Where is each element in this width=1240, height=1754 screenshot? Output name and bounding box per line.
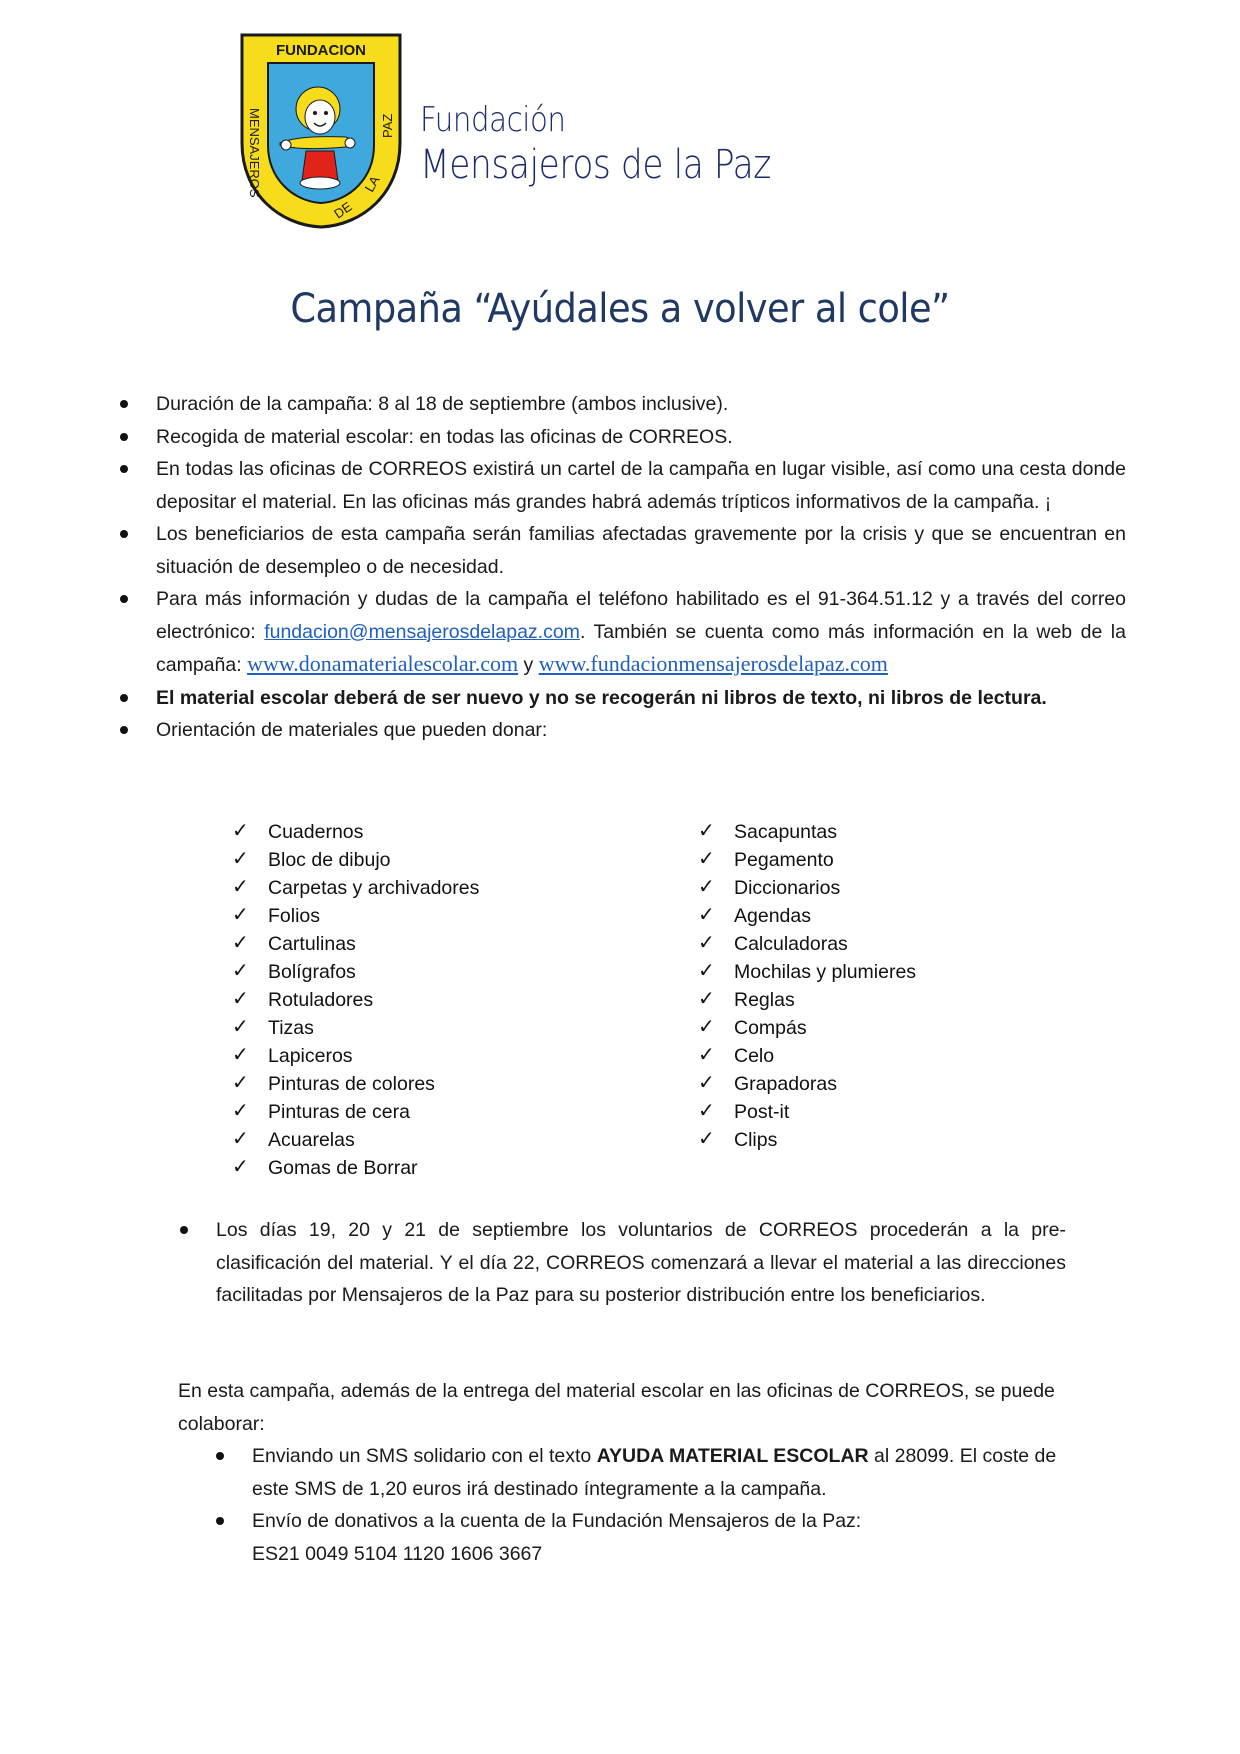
list-item: Los beneficiarios de esta campaña serán familias afectadas gravemente por la crisis y que se encuentran en situación de desempleo o de necesidad.: [120, 518, 1126, 583]
material-item: [698, 1042, 916, 1070]
bullet-icon: [180, 1226, 188, 1234]
checkmark-icon: ✓: [698, 1042, 715, 1066]
material-label: Lapiceros: [268, 1045, 353, 1067]
materials-list-left: [232, 818, 479, 1182]
list-item-donation: Envío de donativos a la cuenta de la Fundación Mensajeros de la Paz: ES21 0049 5104 1120 1606 3667: [216, 1505, 1066, 1570]
list-item: Recogida de material escolar: en todas las oficinas de CORREOS.: [120, 421, 1126, 454]
material-label: Rotuladores: [268, 989, 374, 1011]
material-item: [698, 930, 916, 958]
material-item: [232, 930, 479, 958]
bank-account-number: ES21 0049 5104 1120 1606 3667: [252, 1542, 543, 1565]
material-item: [698, 902, 916, 930]
sms-keyword: AYUDA MATERIAL ESCOLAR: [596, 1445, 869, 1467]
material-label: Compás: [734, 1017, 807, 1039]
material-item: [232, 958, 479, 986]
material-label: Carpetas y archivadores: [268, 877, 480, 899]
checkmark-icon: ✓: [698, 1070, 715, 1094]
checkmark-icon: ✓: [232, 818, 249, 842]
bullet-icon: [120, 726, 128, 734]
material-label: Grapadoras: [734, 1073, 837, 1095]
checkmark-icon: ✓: [232, 1126, 249, 1150]
checkmark-icon: ✓: [232, 1014, 249, 1038]
bullet-icon: [120, 595, 128, 603]
bullet-icon: [120, 694, 128, 702]
checkmark-icon: ✓: [232, 1154, 249, 1178]
list-item: Duración de la campaña: 8 al 18 de septiembre (ambos inclusive).: [120, 388, 1126, 421]
checkmark-icon: ✓: [232, 986, 249, 1010]
list-item-sms: Enviando un SMS solidario con el texto AYUDA MATERIAL ESCOLAR al 28099. El coste de este SMS de 1,20 euros irá destinado íntegramente a la campaña.: [216, 1440, 1066, 1505]
material-label: Agendas: [734, 905, 811, 927]
material-item: [232, 1154, 479, 1182]
bullet-icon: [120, 465, 128, 473]
material-item: [698, 1126, 916, 1154]
bullet-icon: [120, 433, 128, 441]
bullet-icon: [216, 1452, 224, 1460]
checkmark-icon: ✓: [232, 874, 249, 898]
checkmark-icon: ✓: [232, 930, 249, 954]
svg-text:LA: LA: [361, 173, 383, 195]
collaborate-intro: En esta campaña, además de la entrega del material escolar en las oficinas de CORREOS, se puede colaborar:: [178, 1380, 1055, 1435]
checkmark-icon: ✓: [232, 902, 249, 926]
schedule-list: [180, 1214, 1066, 1312]
seal-side-text-left: MENSAJEROS: [247, 108, 262, 198]
checkmark-icon: ✓: [698, 902, 715, 926]
material-item: [232, 986, 479, 1014]
campaign-info-list: [120, 388, 1126, 747]
material-label: Calculadoras: [734, 933, 848, 955]
checkmark-icon: ✓: [232, 958, 249, 982]
bullet-icon: [120, 400, 128, 408]
material-item: [232, 1098, 479, 1126]
checkmark-icon: ✓: [698, 818, 715, 842]
web-link-donamaterialescolar[interactable]: www.donamaterialescolar.com: [247, 651, 519, 676]
material-label: Diccionarios: [734, 877, 841, 899]
material-label: Gomas de Borrar: [268, 1157, 418, 1179]
material-label: Pinturas de cera: [268, 1101, 410, 1123]
material-label: Celo: [734, 1045, 775, 1067]
material-item: [698, 958, 916, 986]
checkmark-icon: ✓: [698, 986, 715, 1010]
material-label: Acuarelas: [268, 1129, 355, 1151]
material-item: [232, 874, 479, 902]
material-item: [698, 818, 916, 846]
material-label: Clips: [734, 1129, 778, 1151]
svg-text:PAZ: PAZ: [380, 113, 395, 138]
material-label: Sacapuntas: [734, 821, 837, 843]
material-item: [232, 818, 479, 846]
material-label: Cartulinas: [268, 933, 356, 955]
checkmark-icon: ✓: [232, 846, 249, 870]
material-item: [698, 1098, 916, 1126]
checkmark-icon: ✓: [698, 958, 715, 982]
checkmark-icon: ✓: [698, 1014, 715, 1038]
list-item-contact: Para más información y dudas de la campaña el teléfono habilitado es el 91-364.51.12 y a través del correo electrónico: fundacion@mensajerosdelapaz.com. También se cuenta como más información en la web de la campaña: www.donamaterialescolar.com y www.fundacionmensajerosdelapaz.com: [120, 583, 1126, 682]
material-item: [698, 1014, 916, 1042]
material-item: [698, 846, 916, 874]
list-item: En todas las oficinas de CORREOS existirá un cartel de la campaña en lugar visible, así como una cesta donde depositar el material. En las oficinas más grandes habrá además trípticos informativos de la campaña. ¡: [120, 453, 1126, 518]
material-label: Tizas: [268, 1017, 314, 1039]
material-label: Pinturas de colores: [268, 1073, 435, 1095]
web-link-fundacion[interactable]: www.fundacionmensajerosdelapaz.com: [538, 651, 888, 676]
checkmark-icon: ✓: [698, 846, 715, 870]
checkmark-icon: ✓: [698, 930, 715, 954]
material-item: [698, 1070, 916, 1098]
material-label: Post-it: [734, 1101, 790, 1123]
checkmark-icon: ✓: [698, 874, 715, 898]
checkmark-icon: ✓: [698, 1126, 715, 1150]
wordmark-line-2: Mensajeros de la Paz: [420, 142, 771, 188]
material-item: [232, 1126, 479, 1154]
material-label: Cuadernos: [268, 821, 364, 843]
material-label: Mochilas y plumieres: [734, 961, 917, 983]
material-label: Reglas: [734, 989, 795, 1011]
checkmark-icon: ✓: [232, 1070, 249, 1094]
material-label: Bolígrafos: [268, 961, 356, 983]
material-label: Pegamento: [734, 849, 834, 871]
materials-list-right: [698, 818, 916, 1154]
list-item: Orientación de materiales que pueden donar:: [120, 714, 1126, 747]
material-item: [698, 986, 916, 1014]
foundation-logo-seal: [238, 33, 404, 229]
material-label: Bloc de dibujo: [268, 849, 391, 871]
checkmark-icon: ✓: [232, 1042, 249, 1066]
material-item: [232, 1070, 479, 1098]
svg-text:DE: DE: [331, 198, 355, 222]
list-item: Los días 19, 20 y 21 de septiembre los voluntarios de CORREOS procederán a la pre-clasificación del material. Y el día 22, CORREOS comenzará a llevar el material a las direcciones facilitadas por Mensajeros de la Paz para su posterior distribución entre los beneficiarios.: [180, 1214, 1066, 1312]
seal-top-text: FUNDACION: [276, 42, 366, 59]
material-item: [232, 1042, 479, 1070]
collaborate-list: [216, 1440, 1066, 1570]
checkmark-icon: ✓: [232, 1098, 249, 1122]
email-link[interactable]: fundacion@mensajerosdelapaz.com: [264, 620, 580, 643]
checkmark-icon: ✓: [698, 1098, 715, 1122]
list-item-notice: El material escolar deberá de ser nuevo y no se recogerán ni libros de texto, ni libros de lectura.: [120, 682, 1126, 715]
material-item: [698, 874, 916, 902]
wordmark-line-1: Fundación: [420, 100, 566, 140]
bullet-icon: [216, 1517, 224, 1525]
material-item: [232, 902, 479, 930]
material-item: [232, 846, 479, 874]
material-item: [232, 1014, 479, 1042]
material-label: Folios: [268, 905, 321, 927]
page-title: Campaña “Ayúdales a volver al cole”: [290, 286, 950, 332]
foundation-wordmark: [420, 100, 828, 190]
bullet-icon: [120, 530, 128, 538]
